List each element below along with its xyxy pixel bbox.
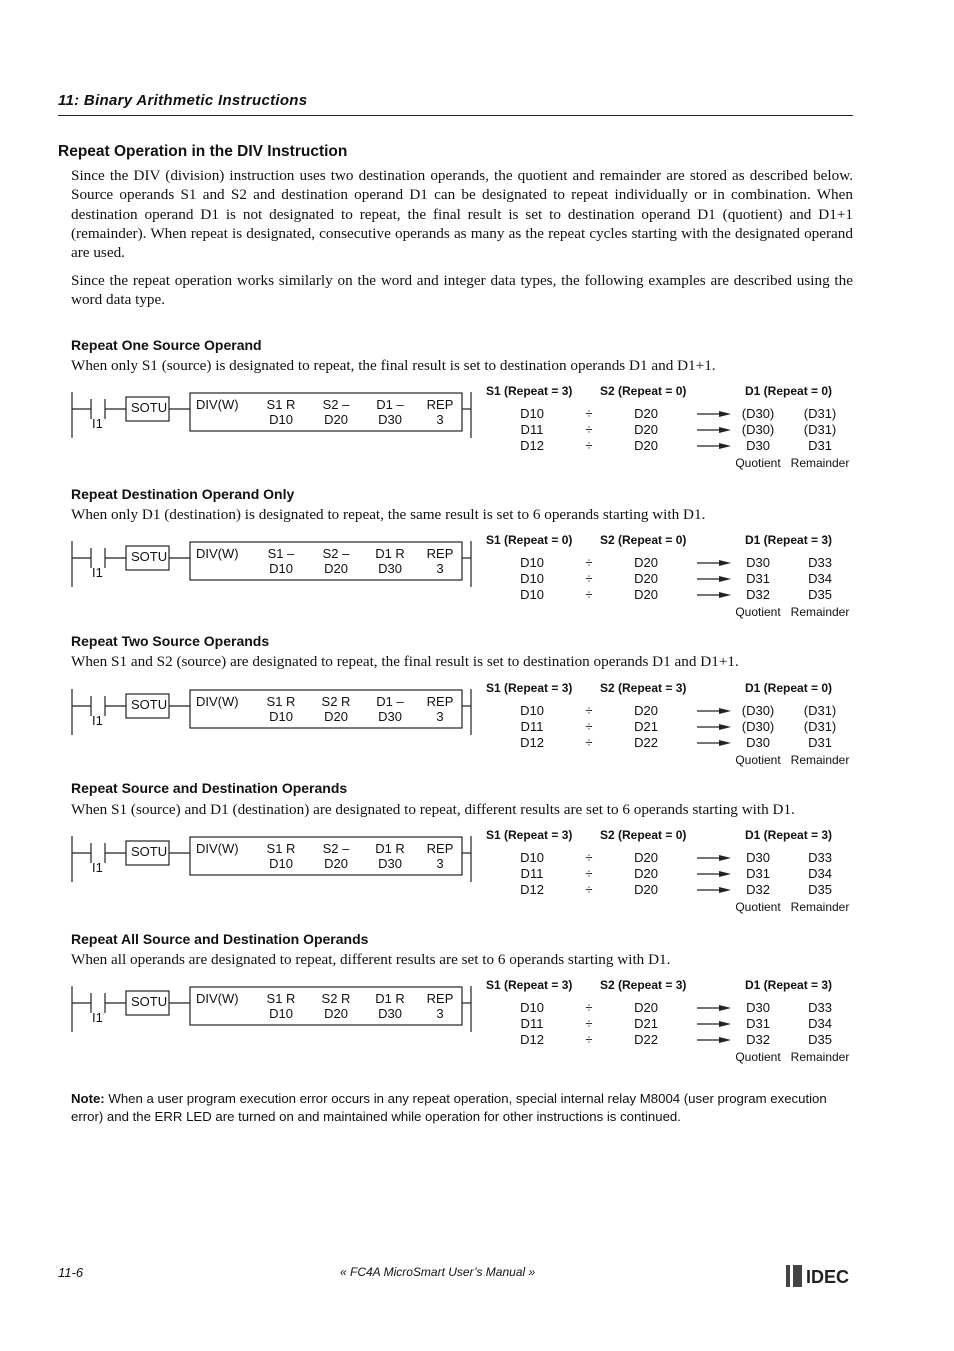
remainder-caption: Remainder bbox=[790, 900, 850, 914]
operand-name: S1 R bbox=[266, 694, 296, 709]
example-4-description: When S1 (source) and D1 (destination) are designated to repeat, different results are set to 6 operands starting with D1. bbox=[71, 801, 795, 818]
remainder-cell: D34 bbox=[808, 866, 832, 881]
operand-name: D1 – bbox=[376, 397, 404, 412]
idec-logo-text: IDEC bbox=[806, 1267, 850, 1287]
remainder-cell: D34 bbox=[808, 571, 832, 586]
dividend-cell: D11 bbox=[520, 866, 544, 881]
result-arrow-head bbox=[719, 724, 731, 730]
dividend-cell: D12 bbox=[520, 882, 544, 897]
divisor-cell: D20 bbox=[634, 850, 658, 865]
operand-value: D10 bbox=[269, 412, 293, 427]
quotient-cell: D32 bbox=[746, 882, 770, 897]
divide-sign: ÷ bbox=[585, 406, 593, 421]
remainder-caption: Remainder bbox=[790, 1050, 850, 1064]
remainder-cell: (D31) bbox=[803, 703, 837, 718]
section-title: Repeat Operation in the DIV Instruction bbox=[58, 143, 348, 160]
result-arrow-head bbox=[719, 855, 731, 861]
sotu-label: SOTU bbox=[131, 400, 168, 415]
result-arrow-head bbox=[719, 708, 731, 714]
header-s1: S1 (Repeat = 3) bbox=[486, 978, 573, 992]
remainder-cell: D34 bbox=[808, 1016, 832, 1031]
remainder-cell: (D31) bbox=[803, 719, 837, 734]
divide-sign: ÷ bbox=[585, 703, 593, 718]
operand-name: S2 – bbox=[322, 546, 350, 561]
header-rule bbox=[58, 115, 853, 116]
dividend-cell: D12 bbox=[520, 1032, 544, 1047]
divide-sign: ÷ bbox=[585, 422, 593, 437]
dividend-cell: D10 bbox=[520, 571, 544, 586]
input-label: I1 bbox=[92, 565, 103, 580]
quotient-caption: Quotient bbox=[735, 456, 781, 470]
remainder-cell: (D31) bbox=[803, 406, 837, 421]
div-label: DIV(W) bbox=[196, 397, 239, 412]
div-label: DIV(W) bbox=[196, 991, 239, 1006]
header-s1: S1 (Repeat = 0) bbox=[486, 533, 573, 547]
operand-name: S1 – bbox=[267, 546, 295, 561]
result-arrow-head bbox=[719, 740, 731, 746]
header-s2: S2 (Repeat = 3) bbox=[600, 681, 687, 695]
repeat-label: REP bbox=[426, 397, 454, 412]
dividend-cell: D10 bbox=[520, 703, 544, 718]
example-2-title: Repeat Destination Operand Only bbox=[71, 486, 295, 502]
remainder-cell: D35 bbox=[808, 587, 832, 602]
quotient-cell: D30 bbox=[746, 735, 770, 750]
operand-value: D10 bbox=[269, 1006, 293, 1021]
quotient-cell: D31 bbox=[746, 866, 770, 881]
operand-name: S2 – bbox=[322, 841, 350, 856]
quotient-cell: D31 bbox=[746, 571, 770, 586]
dividend-cell: D10 bbox=[520, 406, 544, 421]
operand-name: D1 – bbox=[376, 694, 404, 709]
divisor-cell: D20 bbox=[634, 422, 658, 437]
operand-name: S2 – bbox=[322, 397, 350, 412]
remainder-caption: Remainder bbox=[790, 753, 850, 767]
divide-sign: ÷ bbox=[585, 866, 593, 881]
example-4-title: Repeat Source and Destination Operands bbox=[71, 780, 348, 796]
example-1-description: When only S1 (source) is designated to repeat, the final result is set to destination operands D1 and D1+1. bbox=[71, 357, 716, 374]
repeat-label: REP bbox=[426, 694, 454, 709]
header-s2: S2 (Repeat = 0) bbox=[600, 828, 687, 842]
example-1-title: Repeat One Source Operand bbox=[71, 337, 262, 353]
header-s1: S1 (Repeat = 3) bbox=[486, 384, 573, 398]
divide-sign: ÷ bbox=[585, 1032, 593, 1047]
repeat-value: 3 bbox=[436, 412, 444, 427]
quotient-cell: (D30) bbox=[741, 719, 775, 734]
intro-paragraph-1: Since the DIV (division) instruction uses two destination operands, the quotient and remainder are stored as described below. Source operands S1 and S2 and destination operand D1 can be designated to repeat individually or in combination. When destination operand D1 is not designated to repeat, the final result is set to destination operand D1 (quotient) and D1+1 (remainder). When repeat is designated, consecutive operands as many as the repeat cycles starting with the designated operand are used. bbox=[71, 167, 853, 262]
divisor-cell: D22 bbox=[634, 735, 658, 750]
example-3-title: Repeat Two Source Operands bbox=[71, 633, 270, 649]
header-d1: D1 (Repeat = 0) bbox=[745, 681, 833, 695]
div-label: DIV(W) bbox=[196, 841, 239, 856]
result-arrow-head bbox=[719, 443, 731, 449]
header-s2: S2 (Repeat = 0) bbox=[600, 533, 687, 547]
quotient-cell: D30 bbox=[746, 555, 770, 570]
remainder-cell: D33 bbox=[808, 850, 832, 865]
remainder-cell: D35 bbox=[808, 882, 832, 897]
quotient-cell: D32 bbox=[746, 1032, 770, 1047]
remainder-cell: D31 bbox=[808, 735, 832, 750]
operand-value: D30 bbox=[378, 1006, 402, 1021]
result-arrow-head bbox=[719, 871, 731, 877]
dividend-cell: D10 bbox=[520, 1000, 544, 1015]
repeat-value: 3 bbox=[436, 1006, 444, 1021]
operand-value: D10 bbox=[269, 561, 293, 576]
result-arrow-head bbox=[719, 887, 731, 893]
operand-value: D30 bbox=[378, 412, 402, 427]
repeat-value: 3 bbox=[436, 856, 444, 871]
divisor-cell: D20 bbox=[634, 882, 658, 897]
idec-logo bbox=[786, 1264, 854, 1288]
divisor-cell: D20 bbox=[634, 1000, 658, 1015]
operand-value: D20 bbox=[324, 856, 348, 871]
example-5-diagram bbox=[0, 974, 954, 1074]
operand-value: D20 bbox=[324, 412, 348, 427]
operand-name: D1 R bbox=[375, 841, 405, 856]
result-arrow-head bbox=[719, 592, 731, 598]
quotient-caption: Quotient bbox=[735, 1050, 781, 1064]
operand-value: D20 bbox=[324, 709, 348, 724]
header-s1: S1 (Repeat = 3) bbox=[486, 828, 573, 842]
input-label: I1 bbox=[92, 713, 103, 728]
operand-name: S2 R bbox=[321, 694, 351, 709]
operand-name: D1 R bbox=[375, 546, 405, 561]
divisor-cell: D20 bbox=[634, 866, 658, 881]
operand-value: D10 bbox=[269, 856, 293, 871]
sotu-label: SOTU bbox=[131, 697, 168, 712]
quotient-cell: D30 bbox=[746, 850, 770, 865]
remainder-cell: D33 bbox=[808, 1000, 832, 1015]
repeat-value: 3 bbox=[436, 709, 444, 724]
divide-sign: ÷ bbox=[585, 438, 593, 453]
repeat-label: REP bbox=[426, 991, 454, 1006]
quotient-caption: Quotient bbox=[735, 753, 781, 767]
divisor-cell: D20 bbox=[634, 406, 658, 421]
dividend-cell: D10 bbox=[520, 587, 544, 602]
dividend-cell: D12 bbox=[520, 438, 544, 453]
operand-name: S2 R bbox=[321, 991, 351, 1006]
remainder-cell: (D31) bbox=[803, 422, 837, 437]
divisor-cell: D20 bbox=[634, 703, 658, 718]
example-1-diagram bbox=[0, 380, 954, 480]
result-arrow-head bbox=[719, 411, 731, 417]
divide-sign: ÷ bbox=[585, 850, 593, 865]
divisor-cell: D22 bbox=[634, 1032, 658, 1047]
chapter-header: 11: Binary Arithmetic Instructions bbox=[58, 92, 308, 109]
divide-sign: ÷ bbox=[585, 555, 593, 570]
intro-paragraph-2: Since the repeat operation works similarly on the word and integer data types, the following examples are described using the word data type. bbox=[71, 272, 853, 309]
remainder-cell: D31 bbox=[808, 438, 832, 453]
quotient-caption: Quotient bbox=[735, 900, 781, 914]
divide-sign: ÷ bbox=[585, 587, 593, 602]
quotient-cell: (D30) bbox=[741, 422, 775, 437]
dividend-cell: D10 bbox=[520, 555, 544, 570]
remainder-caption: Remainder bbox=[790, 456, 850, 470]
sotu-label: SOTU bbox=[131, 844, 168, 859]
idec-logo-mark bbox=[786, 1264, 854, 1288]
dividend-cell: D11 bbox=[520, 1016, 544, 1031]
operand-value: D20 bbox=[324, 561, 348, 576]
div-label: DIV(W) bbox=[196, 694, 239, 709]
divide-sign: ÷ bbox=[585, 1016, 593, 1031]
repeat-label: REP bbox=[426, 546, 454, 561]
dividend-cell: D12 bbox=[520, 735, 544, 750]
quotient-cell: D31 bbox=[746, 1016, 770, 1031]
header-d1: D1 (Repeat = 3) bbox=[745, 533, 833, 547]
quotient-cell: (D30) bbox=[741, 703, 775, 718]
quotient-cell: D30 bbox=[746, 1000, 770, 1015]
quotient-cell: (D30) bbox=[741, 406, 775, 421]
note-label: Note: bbox=[71, 1091, 105, 1106]
divide-sign: ÷ bbox=[585, 719, 593, 734]
operand-value: D30 bbox=[378, 709, 402, 724]
remainder-cell: D33 bbox=[808, 555, 832, 570]
operand-name: D1 R bbox=[375, 991, 405, 1006]
divisor-cell: D21 bbox=[634, 1016, 658, 1031]
example-3-description: When S1 and S2 (source) are designated to repeat, the final result is set to destination operands D1 and D1+1. bbox=[71, 653, 739, 670]
note-text: When a user program execution error occurs in any repeat operation, special internal relay M8004 (user program execution error) and the ERR LED are turned on and maintained while operation for other instructions is continued. bbox=[71, 1091, 827, 1124]
divisor-cell: D20 bbox=[634, 438, 658, 453]
input-label: I1 bbox=[92, 416, 103, 431]
operand-value: D30 bbox=[378, 561, 402, 576]
header-s2: S2 (Repeat = 0) bbox=[600, 384, 687, 398]
repeat-label: REP bbox=[426, 841, 454, 856]
example-2-description: When only D1 (destination) is designated to repeat, the same result is set to 6 operands starting with D1. bbox=[71, 506, 706, 523]
dividend-cell: D11 bbox=[520, 719, 544, 734]
result-arrow-head bbox=[719, 560, 731, 566]
operand-value: D30 bbox=[378, 856, 402, 871]
input-label: I1 bbox=[92, 860, 103, 875]
manual-title: « FC4A MicroSmart User’s Manual » bbox=[340, 1265, 536, 1279]
result-arrow-head bbox=[719, 427, 731, 433]
header-s1: S1 (Repeat = 3) bbox=[486, 681, 573, 695]
quotient-cell: D30 bbox=[746, 438, 770, 453]
dividend-cell: D10 bbox=[520, 850, 544, 865]
sotu-label: SOTU bbox=[131, 549, 168, 564]
divisor-cell: D20 bbox=[634, 587, 658, 602]
result-arrow-head bbox=[719, 1005, 731, 1011]
header-d1: D1 (Repeat = 3) bbox=[745, 978, 833, 992]
quotient-caption: Quotient bbox=[735, 605, 781, 619]
example-5-title: Repeat All Source and Destination Operands bbox=[71, 931, 369, 947]
example-2-diagram bbox=[0, 529, 954, 629]
result-arrow-head bbox=[719, 576, 731, 582]
divide-sign: ÷ bbox=[585, 882, 593, 897]
divide-sign: ÷ bbox=[585, 735, 593, 750]
divisor-cell: D21 bbox=[634, 719, 658, 734]
note bbox=[71, 1090, 854, 1125]
result-arrow-head bbox=[719, 1021, 731, 1027]
div-label: DIV(W) bbox=[196, 546, 239, 561]
operand-value: D20 bbox=[324, 1006, 348, 1021]
example-4-diagram bbox=[0, 824, 954, 924]
result-arrow-head bbox=[719, 1037, 731, 1043]
divide-sign: ÷ bbox=[585, 571, 593, 586]
input-label: I1 bbox=[92, 1010, 103, 1025]
page-number: 11-6 bbox=[58, 1265, 84, 1280]
quotient-cell: D32 bbox=[746, 587, 770, 602]
remainder-caption: Remainder bbox=[790, 605, 850, 619]
header-s2: S2 (Repeat = 3) bbox=[600, 978, 687, 992]
operand-name: S1 R bbox=[266, 841, 296, 856]
operand-name: S1 R bbox=[266, 397, 296, 412]
operand-value: D10 bbox=[269, 709, 293, 724]
divisor-cell: D20 bbox=[634, 555, 658, 570]
dividend-cell: D11 bbox=[520, 422, 544, 437]
divide-sign: ÷ bbox=[585, 1000, 593, 1015]
sotu-label: SOTU bbox=[131, 994, 168, 1009]
remainder-cell: D35 bbox=[808, 1032, 832, 1047]
header-d1: D1 (Repeat = 0) bbox=[745, 384, 833, 398]
operand-name: S1 R bbox=[266, 991, 296, 1006]
example-5-description: When all operands are designated to repeat, different results are set to 6 operands starting with D1. bbox=[71, 951, 671, 968]
divisor-cell: D20 bbox=[634, 571, 658, 586]
header-d1: D1 (Repeat = 3) bbox=[745, 828, 833, 842]
example-3-diagram bbox=[0, 677, 954, 777]
repeat-value: 3 bbox=[436, 561, 444, 576]
